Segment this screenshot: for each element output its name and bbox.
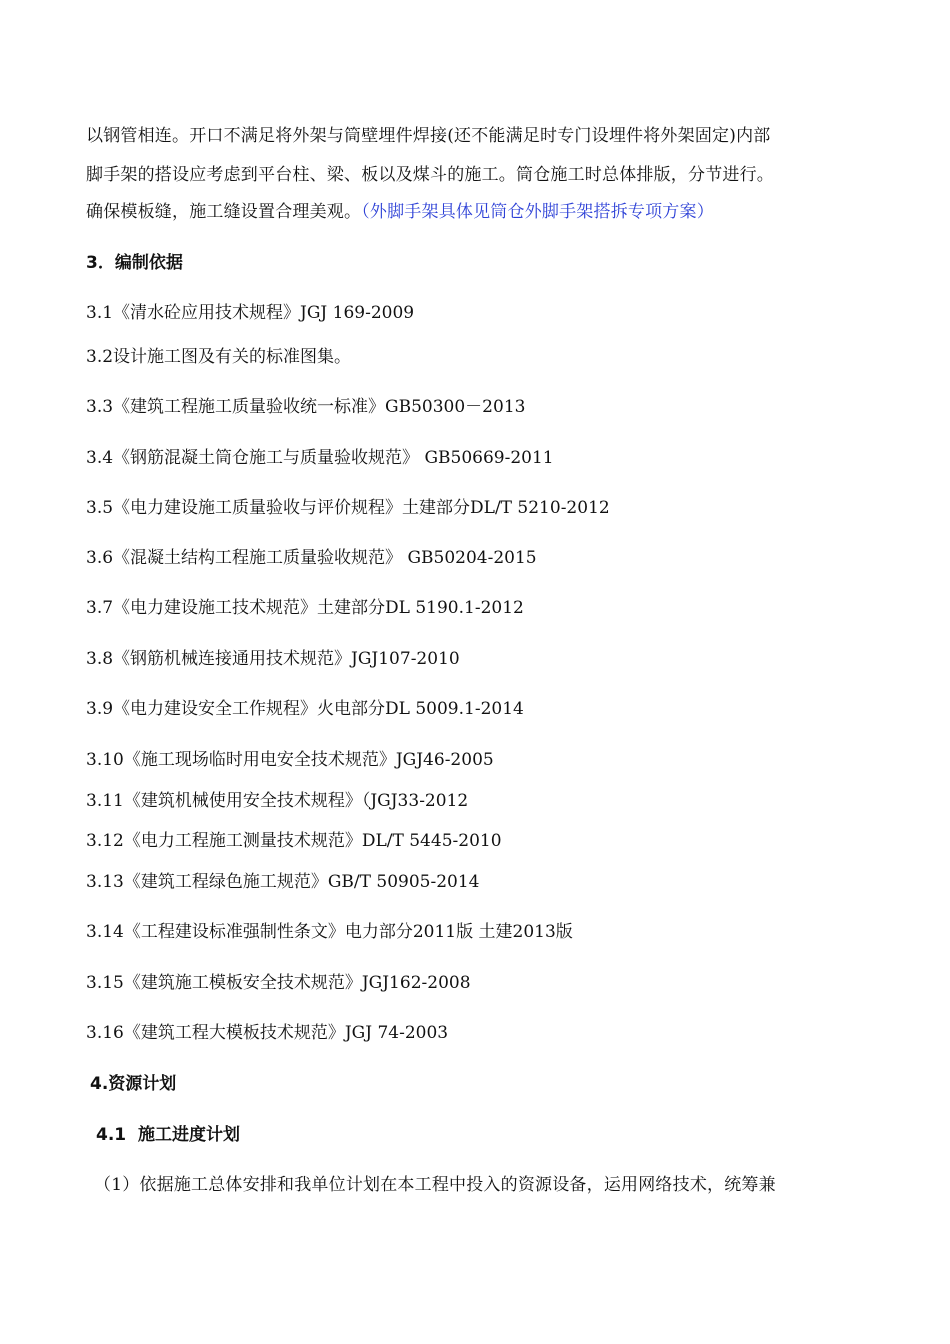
intro-line-2: 脚手架的搭设应考虑到平台柱、梁、板以及煤斗的施工。筒仓施工时总体排版，分节进行。 — [86, 165, 774, 185]
reference-item: 3.8《钢筋机械连接通用技术规范》JGJ107-2010 — [86, 649, 460, 669]
reference-item: 3.15《建筑施工模板安全技术规范》JGJ162-2008 — [86, 973, 471, 993]
scaffold-plan-reference: （外脚手架具体见筒仓外脚手架搭拆专项方案） — [361, 202, 714, 222]
intro-line-1: 以钢管相连。开口不满足将外架与筒壁埋件焊接(还不能满足时专门设埋件将外架固定)内部 — [86, 126, 771, 146]
reference-item: 3.11《建筑机械使用安全技术规程》（JGJ33-2012 — [86, 791, 469, 811]
reference-item: 3.7《电力建设施工技术规范》土建部分DL 5190.1-2012 — [86, 598, 524, 618]
reference-item: 3.2设计施工图及有关的标准图集。 — [86, 347, 352, 367]
reference-item: 3.4《钢筋混凝土筒仓施工与质量验收规范》 GB50669-2011 — [86, 448, 554, 468]
intro-line-3-text: 确保模板缝，施工缝设置合理美观。 — [86, 202, 362, 222]
reference-item: 3.5《电力建设施工质量验收与评价规程》土建部分DL/T 5210-2012 — [86, 498, 610, 518]
intro-line-3 — [86, 201, 714, 223]
reference-item: 3.1《清水砼应用技术规程》JGJ 169-2009 — [86, 303, 415, 323]
section-4-1-paragraph: （1）依据施工总体安排和我单位计划在本工程中投入的资源设备，运用网络技术，统筹兼 — [94, 1175, 776, 1195]
section-4-heading: 4.资源计划 — [90, 1074, 177, 1094]
reference-item: 3.14《工程建设标准强制性条文》电力部分2011版 土建2013版 — [86, 922, 573, 942]
reference-item: 3.3《建筑工程施工质量验收统一标准》GB50300－2013 — [86, 397, 526, 417]
reference-item: 3.6《混凝土结构工程施工质量验收规范》 GB50204-2015 — [86, 548, 537, 568]
reference-item: 3.9《电力建设安全工作规程》火电部分DL 5009.1-2014 — [86, 699, 524, 719]
section-4-1-heading: 4.1 施工进度计划 — [96, 1125, 240, 1145]
reference-item: 3.16《建筑工程大模板技术规范》JGJ 74-2003 — [86, 1023, 449, 1043]
reference-item: 3.12《电力工程施工测量技术规范》DL/T 5445-2010 — [86, 831, 502, 851]
reference-item: 3.13《建筑工程绿色施工规范》GB/T 50905-2014 — [86, 872, 480, 892]
section-3-heading: 3．编制依据 — [86, 253, 183, 273]
reference-item: 3.10《施工现场临时用电安全技术规范》JGJ46-2005 — [86, 750, 494, 770]
